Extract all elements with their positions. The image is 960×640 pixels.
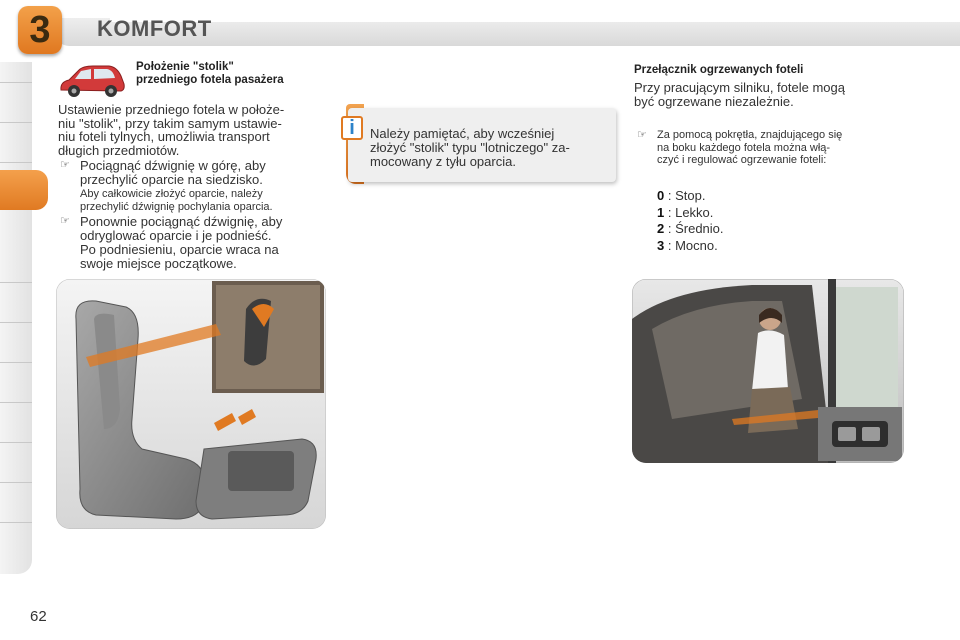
text-line: długich przedmiotów. <box>58 142 180 158</box>
page-title: KOMFORT <box>97 16 212 41</box>
text-line: być ogrzewane niezależnie. <box>634 93 794 109</box>
bullet-note <box>80 243 326 270</box>
bullet-item <box>637 129 905 167</box>
text-line: czyć i regulować ogrzewanie foteli: <box>657 154 827 166</box>
text-line: niu "stolik", przy takim samym ustawie- <box>58 115 282 131</box>
seat-table-illustration <box>56 279 326 529</box>
text-line: swoje miejsce początkowe. <box>80 255 237 271</box>
section-title-line: Położenie "stolik" <box>136 61 234 73</box>
level-number: 2 <box>657 221 665 236</box>
text-line: przechylić dźwignię pochylania oparcia. <box>80 200 273 213</box>
bullet-item <box>60 158 326 187</box>
section-title: Przełącznik ogrzewanych foteli <box>634 64 804 76</box>
level-label: : Mocno. <box>667 238 718 253</box>
text-line: Po podniesieniu, oparcie wraca na <box>80 242 279 257</box>
header-band-mask <box>110 8 960 22</box>
side-tab-divider <box>0 482 32 483</box>
side-tab-divider <box>0 402 32 403</box>
heat-level-item <box>657 188 705 203</box>
text-line: Ustawienie przedniego fotela w położe- <box>58 102 285 117</box>
side-tab-divider <box>0 282 32 283</box>
chapter-number: 3 <box>29 9 51 51</box>
text-line: na boku każdego fotela można włą- <box>657 141 831 154</box>
section-title-line: przedniego fotela pasażera <box>136 74 284 86</box>
side-tab-divider <box>0 82 32 83</box>
level-label: : Średnio. <box>667 221 724 236</box>
text-line: Przy pracującym silniku, fotele mogą <box>634 80 845 95</box>
info-icon: i <box>341 116 363 140</box>
side-tab-divider <box>0 322 32 323</box>
intro-paragraph <box>58 103 326 157</box>
text-line: złożyć "stolik" typu "lotniczego" za- <box>370 140 570 155</box>
side-tab-divider <box>0 522 32 523</box>
bullet-item <box>60 214 326 243</box>
text-line: Ponownie pociągnąć dźwignię, aby <box>80 214 283 229</box>
side-tabs <box>0 62 32 574</box>
heat-level-item <box>657 238 718 253</box>
side-tab-divider <box>0 122 32 123</box>
text-line: mocowany z tyłu oparcia. <box>370 154 516 169</box>
section-title <box>136 61 336 87</box>
text-line: niu foteli tylnych, umożliwia transport <box>58 129 270 144</box>
heat-level-item <box>657 221 724 236</box>
side-tab-active[interactable] <box>0 170 48 210</box>
car-icon <box>57 62 127 100</box>
bullet-note <box>80 188 326 213</box>
text-line: Pociągnąć dźwignię w górę, aby <box>80 158 266 173</box>
text-line: odryglować oparcie i je podnieść. <box>80 227 272 243</box>
bullet-arrow-icon: ☞ <box>60 215 70 227</box>
text-line: przechylić oparcie na siedzisko. <box>80 171 263 187</box>
intro-paragraph <box>634 81 906 108</box>
bullet-arrow-icon: ☞ <box>637 129 647 141</box>
side-tab-divider <box>0 362 32 363</box>
level-number: 0 <box>657 188 665 203</box>
bullet-arrow-icon: ☞ <box>60 159 70 171</box>
seat-heating-illustration <box>632 279 904 463</box>
level-label: : Lekko. <box>667 205 714 220</box>
page-number: 62 <box>30 608 47 625</box>
heat-level-item <box>657 205 713 220</box>
level-number: 3 <box>657 238 665 253</box>
side-tab-divider <box>0 442 32 443</box>
level-label: : Stop. <box>667 188 706 203</box>
side-tab-divider <box>0 162 32 163</box>
info-text <box>370 127 606 169</box>
text-line: Aby całkowicie złożyć oparcie, należy <box>80 188 263 200</box>
level-number: 1 <box>657 205 665 220</box>
text-line: Należy pamiętać, aby wcześniej <box>370 126 555 141</box>
text-line: Za pomocą pokrętła, znajdującego się <box>657 129 843 141</box>
